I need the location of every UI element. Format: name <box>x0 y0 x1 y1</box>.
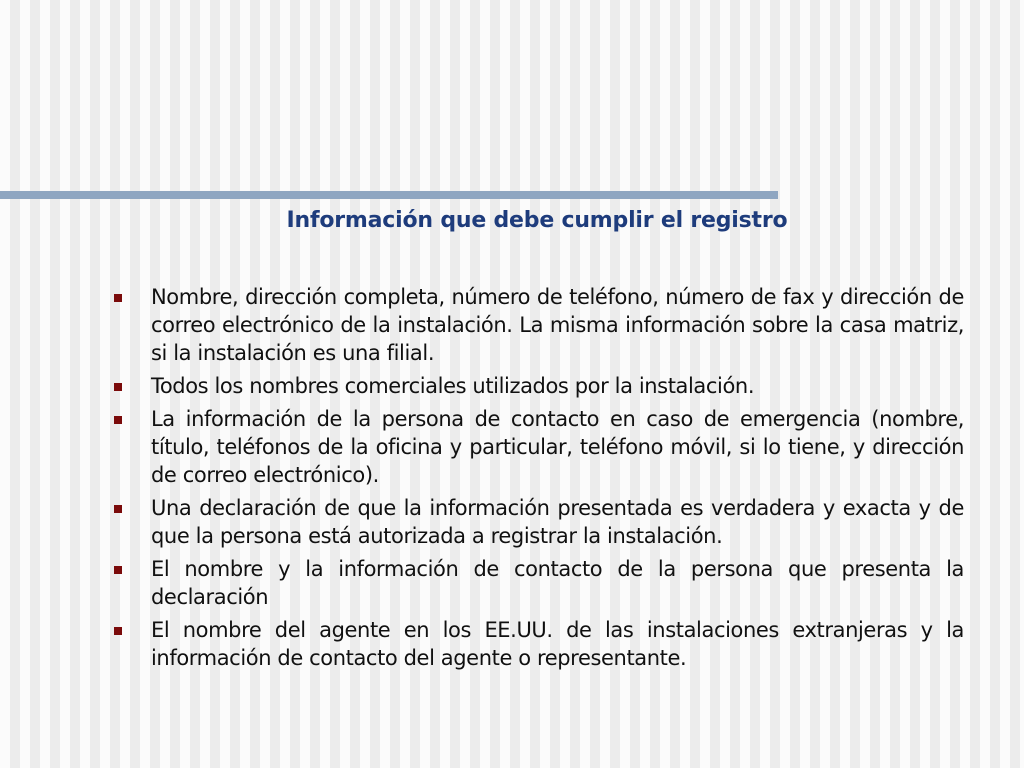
bullet-text: Una declaración de que la información presentada es verdadera y exacta y de que la persona está autorizada a registrar la instalación. <box>151 496 964 548</box>
bullet-item <box>113 372 964 400</box>
bullet-item <box>113 283 964 367</box>
bullet-text: Nombre, dirección completa, número de teléfono, número de fax y dirección de correo electrónico de la instalación. La misma información sobre la casa matriz, si la instalación es una filial. <box>151 285 964 365</box>
bullet-text: Todos los nombres comerciales utilizados por la instalación. <box>151 374 755 398</box>
bullet-text: El nombre y la información de contacto de la persona que presenta la declaración <box>151 557 964 609</box>
square-bullet-icon <box>113 555 151 583</box>
bullet-text: La información de la persona de contacto en caso de emergencia (nombre, título, teléfonos de la oficina y particular, teléfono móvil, si lo tiene, y dirección de correo electrónico). <box>151 407 964 487</box>
square-bullet-icon <box>113 616 151 644</box>
square-bullet-icon <box>113 405 151 433</box>
square-bullet-icon <box>113 494 151 522</box>
bullet-item <box>113 494 964 550</box>
bullet-item <box>113 405 964 489</box>
bullet-text: El nombre del agente en los EE.UU. de las instalaciones extranjeras y la información de contacto del agente o representante. <box>151 618 964 670</box>
square-bullet-icon <box>113 283 151 311</box>
bullet-item <box>113 616 964 672</box>
header-rule <box>0 191 778 199</box>
bullet-list <box>113 283 964 677</box>
slide-title: Información que debe cumplir el registro <box>286 208 788 233</box>
square-bullet-icon <box>113 372 151 400</box>
bullet-item <box>113 555 964 611</box>
